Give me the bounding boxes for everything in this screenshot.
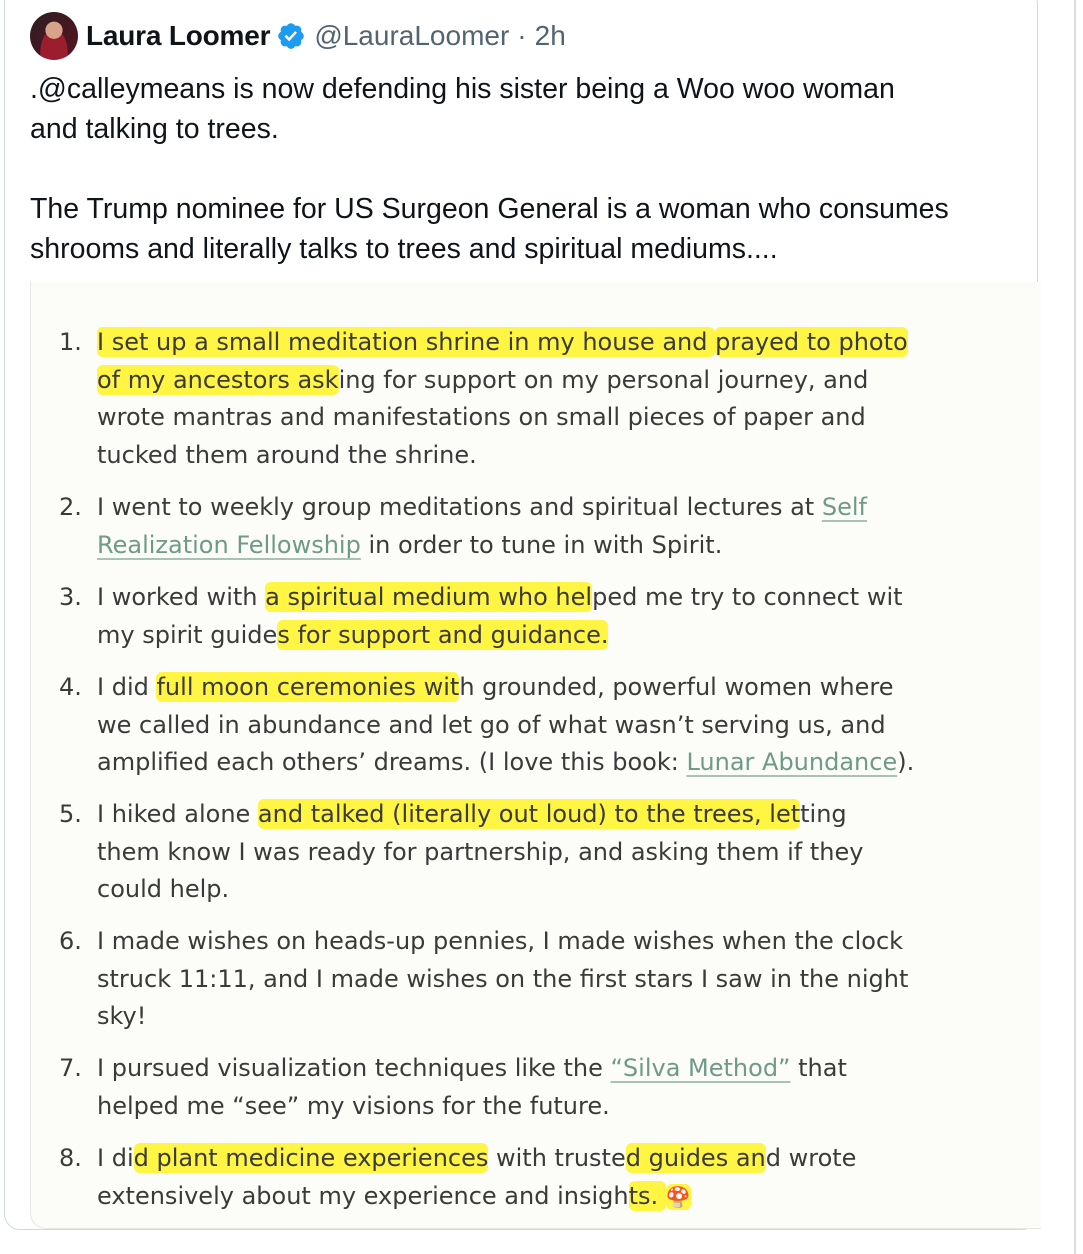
text: h grounded, powerful women where	[459, 673, 894, 701]
highlight: d plant medicine experiences	[133, 1144, 489, 1172]
text: that	[790, 1054, 847, 1082]
time-separator: ·	[517, 20, 527, 51]
text: I went to weekly group meditations and spiritual lectures at	[97, 493, 822, 521]
highlight: I set up a small meditation shrine in my house and	[97, 328, 716, 356]
text: ting	[800, 800, 847, 828]
tweet-line: and talking to trees.	[30, 113, 279, 145]
list-item	[59, 923, 1041, 1036]
text: I di	[97, 1144, 134, 1172]
text: I worked with	[97, 583, 266, 611]
text: extensively about my experience and insigh	[97, 1181, 629, 1210]
item-body	[97, 796, 1041, 909]
item-body	[97, 669, 1041, 782]
lunar-abundance-link[interactable]: Lunar Abundance	[686, 748, 898, 776]
list-item	[59, 669, 1041, 782]
highlight: ts.	[628, 1181, 666, 1210]
avatar[interactable]	[30, 12, 78, 60]
text: I did	[97, 673, 157, 701]
text: sky!	[97, 1002, 147, 1030]
timeline-divider	[1074, 0, 1076, 1254]
item-body	[97, 489, 1041, 564]
text: amplified each others’ dreams. (I love this book:	[97, 748, 687, 776]
mushroom-icon: 🍄	[665, 1184, 691, 1209]
item-number: 3.	[59, 583, 82, 611]
highlight: s for support and guidance.	[277, 620, 609, 649]
list-item	[59, 1050, 1041, 1125]
list-item	[59, 324, 1041, 474]
item-body	[97, 1050, 1041, 1125]
text: helped me “see” my visions for the future.	[97, 1091, 610, 1120]
item-number: 7.	[59, 1054, 82, 1082]
item-number: 2.	[59, 493, 82, 521]
tweet-paragraph-1	[30, 69, 1030, 149]
self-realization-link[interactable]: Self	[821, 493, 867, 521]
author-handle[interactable]: @LauraLoomer	[314, 20, 510, 51]
text: wrote mantras and manifestations on small pieces of paper and	[97, 403, 866, 431]
item-number: 8.	[59, 1144, 82, 1172]
text: my spirit guide	[97, 620, 278, 649]
tweet-text	[30, 69, 1030, 269]
verified-badge-icon	[276, 21, 306, 51]
text: them know I was ready for partnership, and asking them if they	[97, 837, 864, 866]
list-item	[59, 489, 1041, 564]
item-number: 6.	[59, 927, 82, 955]
text: struck 11:11, and I made wishes on the first stars I saw in the night	[97, 964, 909, 993]
item-number: 4.	[59, 673, 82, 701]
list-item	[59, 796, 1041, 909]
text: I made wishes on heads-up pennies, I made wishes when the clock	[97, 927, 904, 955]
list-item	[59, 1140, 1041, 1216]
text: ing for support on my personal journey, and	[338, 365, 869, 394]
text: d wrote	[765, 1144, 857, 1172]
tweet-line: The Trump nominee for US Surgeon General is a woman who consumes	[30, 193, 949, 225]
text: I pursued visualization techniques like the	[97, 1054, 611, 1082]
highlight: prayed to photo	[715, 328, 908, 356]
tweet-header	[30, 12, 566, 60]
tweet-line: shrooms and literally talks to trees and spiritual mediums....	[30, 233, 778, 265]
highlight: full moon ceremonies wit	[156, 673, 460, 701]
list-item	[59, 579, 1041, 654]
self-realization-link[interactable]: Realization Fellowship	[97, 530, 361, 559]
item-number: 5.	[59, 800, 82, 828]
item-body	[97, 324, 1041, 474]
text: we called in abundance and let go of what wasn’t serving us, and	[97, 710, 886, 739]
text: I hiked alone	[97, 800, 258, 828]
highlight: a spiritual medium who hel	[265, 583, 593, 611]
highlight: and talked (literally out loud) to the trees, let	[257, 800, 801, 828]
text: ped me try to connect wit	[592, 583, 903, 611]
item-number: 1.	[59, 328, 82, 356]
item-body	[97, 1140, 1041, 1216]
tweet-image[interactable]	[30, 282, 1041, 1229]
tweet-paragraph-2	[30, 189, 1030, 269]
silva-method-link[interactable]: “Silva Method”	[610, 1054, 791, 1082]
text: in order to tune in with Spirit.	[360, 530, 723, 559]
highlight: d guides an	[625, 1144, 766, 1172]
text: tucked them around the shrine.	[97, 440, 477, 469]
author-name[interactable]: Laura Loomer	[86, 20, 271, 51]
highlight: of my ancestors ask	[97, 365, 339, 394]
text: could help.	[97, 875, 230, 903]
text: ).	[897, 748, 915, 776]
tweet-timestamp[interactable]: 2h	[534, 20, 566, 51]
text: with truste	[488, 1144, 626, 1172]
item-body	[97, 579, 1041, 654]
tweet-line: .@calleymeans is now defending his sister being a Woo woo woman	[30, 73, 895, 105]
item-body	[97, 923, 1041, 1036]
